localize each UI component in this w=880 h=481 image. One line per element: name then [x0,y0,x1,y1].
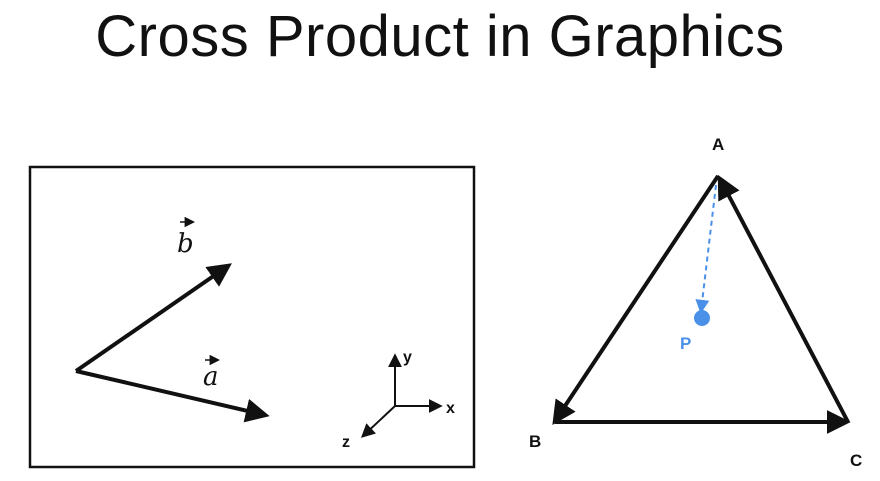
vertex-b-label: B [529,432,542,451]
slide-title: Cross Product in Graphics [95,4,785,69]
x-axis-label: x [446,400,455,417]
vector-a-label-group [203,360,219,392]
vertex-c-label: C [850,451,863,470]
z-axis-arrow [363,406,395,436]
vector-b-label-group [177,222,194,259]
point-p-dot [694,310,710,326]
vector-a-arrow [76,371,265,415]
vector-b-arrow [76,266,228,371]
left-panel-frame [30,167,474,467]
coordinate-axes [342,349,455,451]
y-axis-label: y [403,349,412,366]
vector-a-label: a [203,362,219,392]
vector-b-label: b [177,229,194,259]
vertex-a-label: A [712,135,725,154]
z-axis-label: z [342,434,350,451]
vector-a-to-p-dashed [701,185,716,311]
edge-c-to-a [720,179,848,422]
triangle-abc [555,176,848,422]
edge-a-to-b [555,176,718,421]
point-p-label: P [680,334,692,353]
